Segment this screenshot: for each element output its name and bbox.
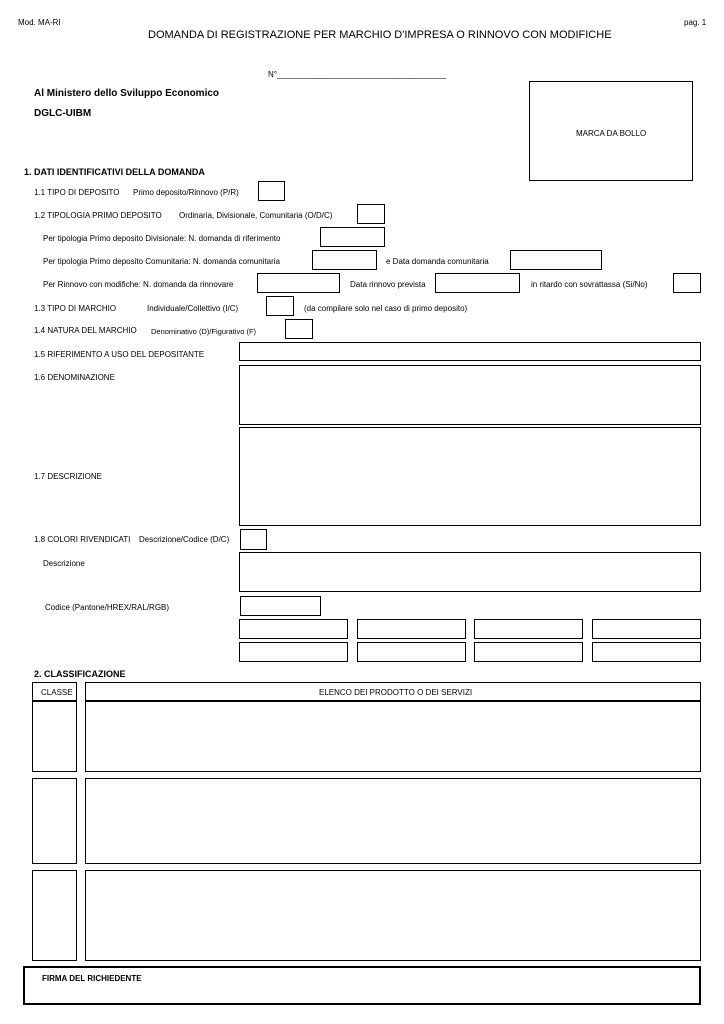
colors-code-label: Codice (Pantone/HREX/RAL/RGB) <box>45 603 170 612</box>
f13-label: 1.3 TIPO DI MARCHIO <box>34 304 117 313</box>
recipient-office: DGLC-UIBM <box>34 108 92 119</box>
divisional-number-input[interactable] <box>320 227 385 247</box>
form-title: DOMANDA DI REGISTRAZIONE PER MARCHIO D'IMPRESA O RINNOVO CON MODIFICHE <box>148 29 612 41</box>
f13-hint: Individuale/Collettivo (I/C) <box>147 304 239 313</box>
f15-label: 1.5 RIFERIMENTO A USO DEL DEPOSITANTE <box>34 350 205 359</box>
products-column-label: ELENCO DEI PRODOTTO O DEI SERVIZI <box>319 688 473 697</box>
recipient-ministry: Al Ministero dello Sviluppo Economico <box>34 88 220 99</box>
stamp-box <box>529 81 693 181</box>
community-date-label: e Data domanda comunitaria <box>386 257 489 266</box>
f14-label: 1.4 NATURA DEL MARCHIO <box>34 326 137 335</box>
colors-description-label: Descrizione <box>43 559 85 568</box>
products-input-2[interactable] <box>85 778 701 864</box>
color-code-input-6[interactable] <box>239 642 348 662</box>
f12-hint: Ordinaria, Divisionale, Comunitaria (O/D/C) <box>179 211 333 220</box>
color-code-input-3[interactable] <box>357 619 466 639</box>
f14-hint: Denominativo (D)/Figurativo (F) <box>151 327 257 336</box>
community-label: Per tipologia Primo deposito Comunitaria: N. domanda comunitaria <box>43 257 281 266</box>
section1-heading: 1. DATI IDENTIFICATIVI DELLA DOMANDA <box>24 167 205 177</box>
f12-label: 1.2 TIPOLOGIA PRIMO DEPOSITO <box>34 211 162 220</box>
application-number: N°______________________________________ <box>268 70 447 79</box>
denomination-input[interactable] <box>239 365 701 425</box>
color-code-input-8[interactable] <box>474 642 583 662</box>
renewal-date-label: Data rinnovo prevista <box>350 280 426 289</box>
renewal-label: Per Rinnovo con modifiche: N. domanda da rinnovare <box>43 280 234 289</box>
color-code-input-7[interactable] <box>357 642 466 662</box>
color-code-input-5[interactable] <box>592 619 701 639</box>
first-deposit-type-input[interactable] <box>357 204 385 224</box>
f18-hint: Descrizione/Codice (D/C) <box>139 535 230 544</box>
colors-description-input[interactable] <box>239 552 701 592</box>
f16-label: 1.6 DENOMINAZIONE <box>34 373 115 382</box>
signature-box[interactable] <box>23 966 701 1005</box>
community-date-input[interactable] <box>510 250 602 270</box>
products-input-3[interactable] <box>85 870 701 961</box>
color-code-input-1[interactable] <box>240 596 321 616</box>
mark-type-input[interactable] <box>266 296 294 316</box>
description-input[interactable] <box>239 427 701 526</box>
renewal-late-input[interactable] <box>673 273 701 293</box>
form-code: Mod. MA-RI <box>18 18 61 27</box>
divisional-label: Per tipologia Primo deposito Divisionale: N. domanda di riferimento <box>43 234 281 243</box>
community-number-input[interactable] <box>312 250 377 270</box>
f11-hint: Primo deposito/Rinnovo (P/R) <box>133 188 239 197</box>
color-code-input-2[interactable] <box>239 619 348 639</box>
f18-label: 1.8 COLORI RIVENDICATI <box>34 535 131 544</box>
f17-label: 1.7 DESCRIZIONE <box>34 472 103 481</box>
stamp-label: MARCA DA BOLLO <box>576 129 647 138</box>
deposit-type-input[interactable] <box>258 181 285 201</box>
colors-type-input[interactable] <box>240 529 267 550</box>
signature-label: FIRMA DEL RICHIEDENTE <box>42 974 142 983</box>
renewal-number-input[interactable] <box>257 273 340 293</box>
class-input-3[interactable] <box>32 870 77 961</box>
color-code-input-9[interactable] <box>592 642 701 662</box>
section2-heading: 2. CLASSIFICAZIONE <box>34 669 126 679</box>
f11-label: 1.1 TIPO DI DEPOSITO <box>34 188 120 197</box>
renewal-date-input[interactable] <box>435 273 520 293</box>
class-column-label: CLASSE <box>41 688 73 697</box>
page-number: pag. 1 <box>684 18 707 27</box>
mark-nature-input[interactable] <box>285 319 313 339</box>
class-input-2[interactable] <box>32 778 77 864</box>
products-column-header <box>85 682 701 701</box>
renewal-late-label: in ritardo con sovrattassa (Si/No) <box>531 280 648 289</box>
class-column-header <box>32 682 77 701</box>
applicant-reference-input[interactable] <box>239 342 701 361</box>
color-code-input-4[interactable] <box>474 619 583 639</box>
f13-note: (da compilare solo nel caso di primo deposito) <box>304 304 468 313</box>
products-input-1[interactable] <box>85 701 701 772</box>
class-input-1[interactable] <box>32 701 77 772</box>
